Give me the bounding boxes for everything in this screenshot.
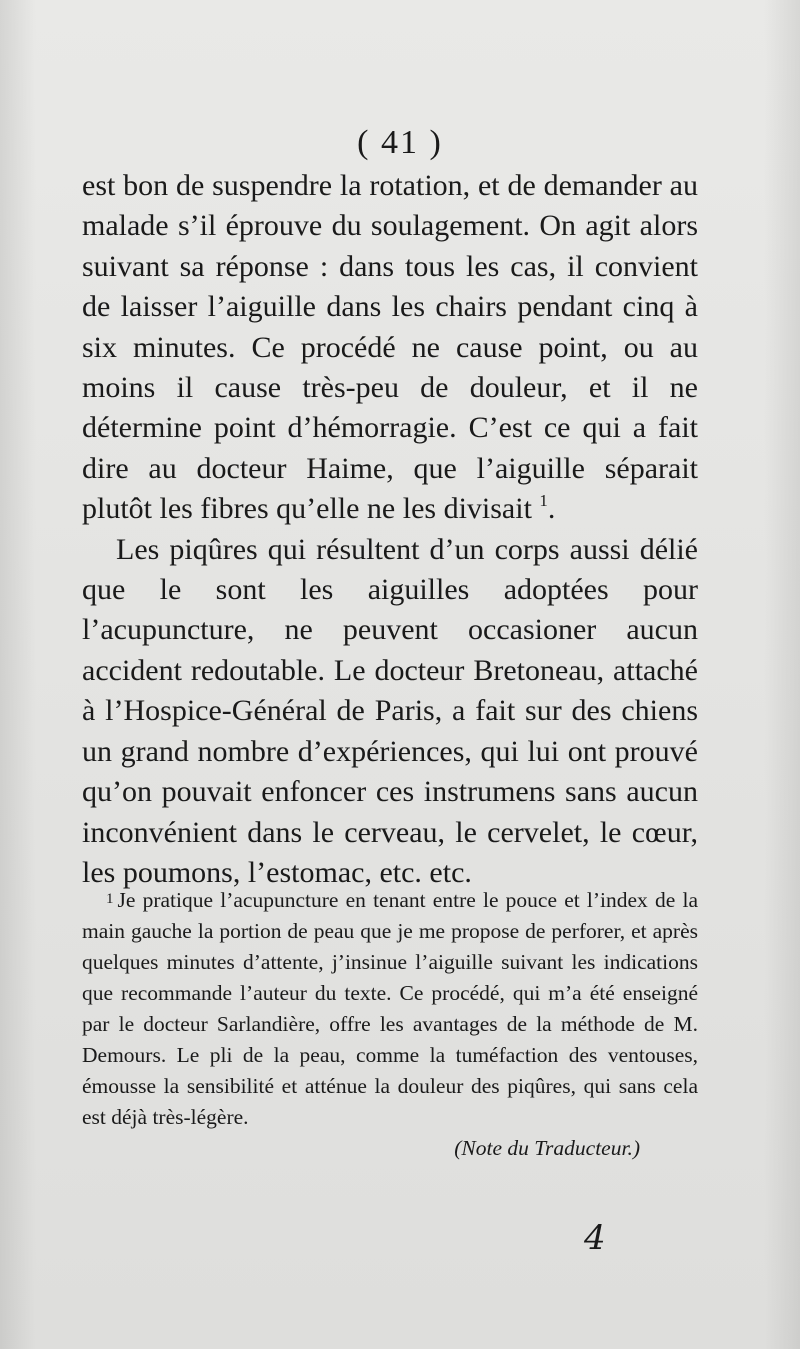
left-page-edge [0, 0, 36, 1349]
main-text [82, 166, 698, 893]
footnote-attribution: (Note du Traducteur.) [454, 1136, 640, 1160]
signature-mark: 4 [584, 1218, 606, 1258]
paragraph-2: Les piqûres qui résultent d’un corps aussi délié que le sont les aiguilles adoptées pour l’acupuncture, ne peuvent occasioner aucun accident redoutable. Le docteur Bretoneau, attaché à l’Hospice-Général de Paris, a fait sur des chiens un grand nombre d’expériences, qui lui ont prouvé qu’on pouvait enfoncer ces instrumens sans aucun inconvénient dans le cerveau, le cervelet, le cœur, les poumons, l’estomac, etc. etc. [82, 532, 698, 889]
footnote-body [82, 884, 698, 1133]
page-number: ( 41 ) [357, 124, 443, 161]
footnote-reference[interactable]: 1 [539, 491, 548, 511]
footnote-marker: 1 [106, 891, 114, 907]
footnote-text: Je pratique l’acupuncture en tenant entre le pouce et l’index de la main gauche la portion de peau que je me propose de perforer, et après quelques minutes d’attente, j’insinue l’aiguille suivant les indications que recommande l’auteur du texte. Ce procédé, qui m’a été enseigné par le docteur Sarlandière, offre les avantages de la méthode de M. Demours. Le pli de la peau, comme la tuméfaction des ventouses, émousse la sensibilité et atténue la douleur des piqûres, qui sans cela est déjà très-légère. [82, 888, 698, 1129]
footnote [82, 884, 698, 1164]
paragraph-continued [82, 166, 698, 530]
right-page-edge [764, 0, 800, 1349]
paragraph-1-end: . [547, 492, 556, 526]
paragraph-1-text: est bon de suspendre la rotation, et de demander au malade s’il éprouve du soulagement. On agit alors suivant sa réponse : dans tous les cas, il convient de laisser l’aiguille dans les chairs pendant cinq à six minutes. Ce procédé ne cause point, ou au moins il cause très-peu de douleur, et il ne détermine point d’hémorragie. C’est ce qui a fait dire au docteur Haime, que l’aiguille séparait plutôt les fibres qu’elle ne les divisait [82, 169, 698, 526]
